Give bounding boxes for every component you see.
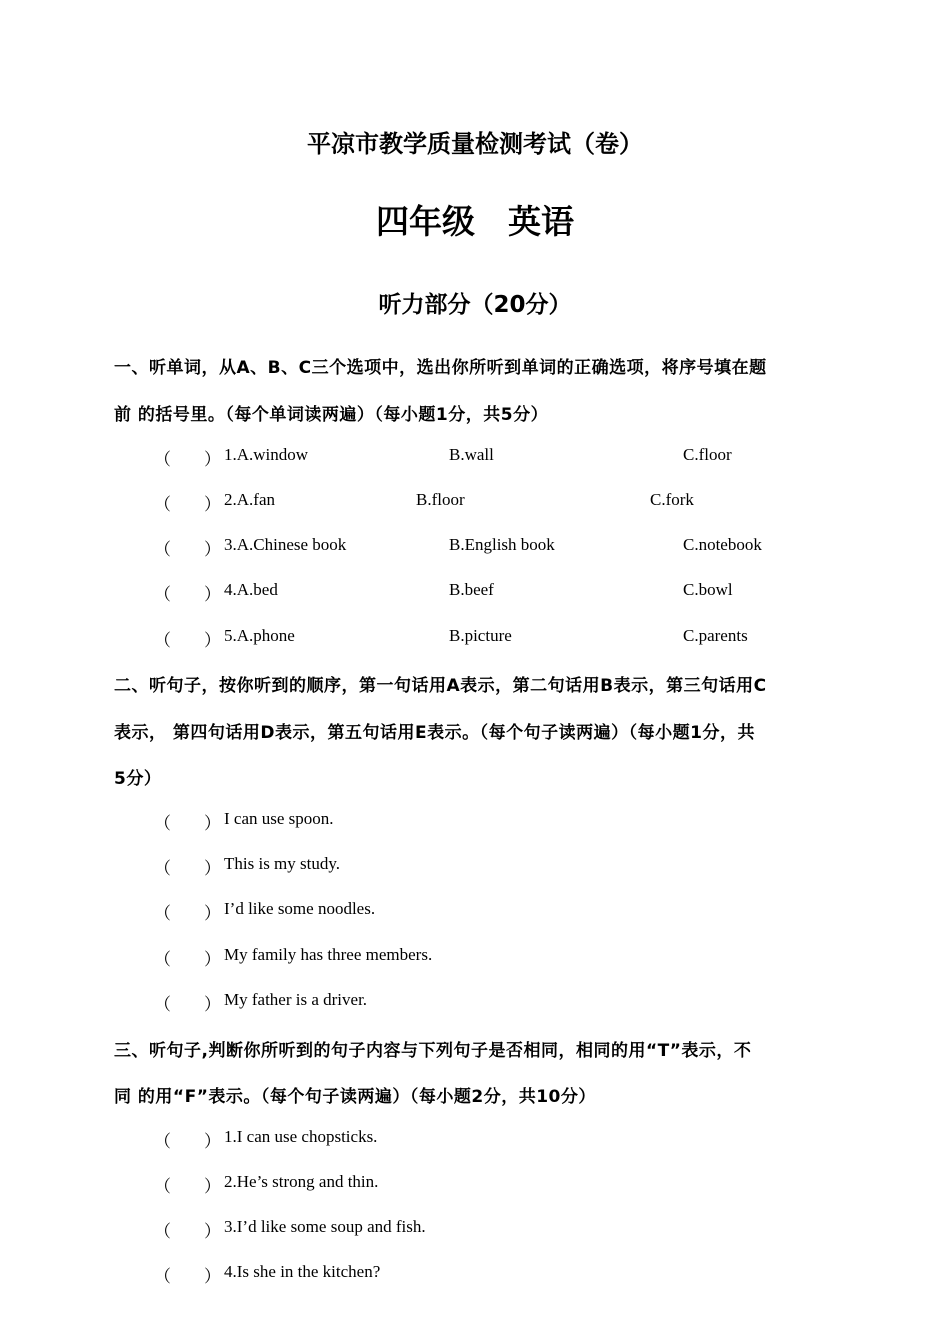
paren-right: ）: [204, 814, 221, 833]
answer-blank[interactable]: [154, 854, 221, 879]
sentence-item: This is my study.: [224, 854, 341, 873]
answer-blank[interactable]: [154, 490, 221, 515]
answer-blank[interactable]: [154, 535, 221, 560]
sentence-item: 2.He’s strong and thin.: [224, 1172, 379, 1191]
option-b: B.beef: [449, 580, 494, 599]
option-c: C.fork: [650, 490, 694, 509]
paren-right: ）: [204, 631, 221, 650]
paren-left: （: [154, 495, 171, 514]
option-b: B.English book: [449, 535, 555, 554]
option-a: 3.A.Chinese book: [224, 535, 347, 554]
sentence-item: My father is a driver.: [224, 990, 368, 1009]
section1-instruction-line1: 一、听单词，从A、B、C三个选项中，选出你所听到单词的正确选项，将序号填在题: [114, 358, 767, 378]
section1-instruction-line2: 前 的括号里。（每个单词读两遍）（每小题1分，共5分）: [114, 405, 549, 425]
option-b: B.wall: [449, 445, 494, 464]
sentence-item: My family has three members.: [224, 945, 433, 964]
answer-blank[interactable]: [154, 445, 221, 470]
paren-right: ）: [204, 1267, 221, 1286]
option-b: B.floor: [416, 490, 465, 509]
answer-blank[interactable]: [154, 580, 221, 605]
option-c: C.notebook: [683, 535, 762, 554]
option-b: B.picture: [449, 626, 512, 645]
sentence-item: 4.Is she in the kitchen?: [224, 1262, 381, 1281]
answer-blank[interactable]: [154, 899, 221, 924]
sentence-item: I’d like some noodles.: [224, 899, 376, 918]
paren-left: （: [154, 1267, 171, 1286]
paren-right: ）: [204, 859, 221, 878]
paren-left: （: [154, 1222, 171, 1241]
sentence-item: 3.I’d like some soup and fish.: [224, 1217, 426, 1236]
paren-left: （: [154, 585, 171, 604]
grade-subject-title: 四年级 英语: [376, 202, 574, 241]
paren-right: ）: [204, 950, 221, 969]
option-a: 1.A.window: [224, 445, 309, 464]
answer-blank[interactable]: [154, 1262, 221, 1287]
paren-left: （: [154, 904, 171, 923]
section2-instruction-line3: 5分）: [114, 769, 162, 789]
paren-left: （: [154, 540, 171, 559]
paren-right: ）: [204, 585, 221, 604]
paren-right: ）: [204, 995, 221, 1014]
paren-right: ）: [204, 450, 221, 469]
exam-title: 平凉市教学质量检测考试（卷）: [307, 130, 643, 158]
listening-part-title: 听力部分（20分）: [378, 292, 572, 318]
paren-left: （: [154, 631, 171, 650]
paren-right: ）: [204, 904, 221, 923]
answer-blank[interactable]: [154, 1127, 221, 1152]
option-c: C.parents: [683, 626, 748, 645]
paren-right: ）: [204, 495, 221, 514]
option-a: 5.A.phone: [224, 626, 295, 645]
answer-blank[interactable]: [154, 1217, 221, 1242]
section2-instruction-line1: 二、听句子，按你听到的顺序，第一句话用A表示，第二句话用B表示，第三句话用C: [114, 676, 767, 696]
option-a: 2.A.fan: [224, 490, 275, 509]
section3-instruction-line2: 同 的用“F”表示。（每个句子读两遍）（每小题2分，共10分）: [114, 1087, 596, 1107]
paren-right: ）: [204, 1222, 221, 1241]
sentence-item: I can use spoon.: [224, 809, 334, 828]
paren-left: （: [154, 450, 171, 469]
answer-blank[interactable]: [154, 1172, 221, 1197]
paren-right: ）: [204, 1132, 221, 1151]
paren-left: （: [154, 859, 171, 878]
paren-right: ）: [204, 1177, 221, 1196]
answer-blank[interactable]: [154, 626, 221, 651]
paren-left: （: [154, 1132, 171, 1151]
answer-blank[interactable]: [154, 809, 221, 834]
section2-instruction-line2: 表示， 第四句话用D表示，第五句话用E表示。（每个句子读两遍）（每小题1分，共: [114, 723, 755, 743]
option-c: C.bowl: [683, 580, 733, 599]
section3-instruction-line1: 三、听句子,判断你所听到的句子内容与下列句子是否相同，相同的用“T”表示，不: [114, 1041, 752, 1061]
answer-blank[interactable]: [154, 990, 221, 1015]
paren-left: （: [154, 995, 171, 1014]
paren-left: （: [154, 1177, 171, 1196]
paren-right: ）: [204, 540, 221, 559]
option-c: C.floor: [683, 445, 732, 464]
option-a: 4.A.bed: [224, 580, 278, 599]
paren-left: （: [154, 950, 171, 969]
sentence-item: 1.I can use chopsticks.: [224, 1127, 378, 1146]
paren-left: （: [154, 814, 171, 833]
answer-blank[interactable]: [154, 945, 221, 970]
